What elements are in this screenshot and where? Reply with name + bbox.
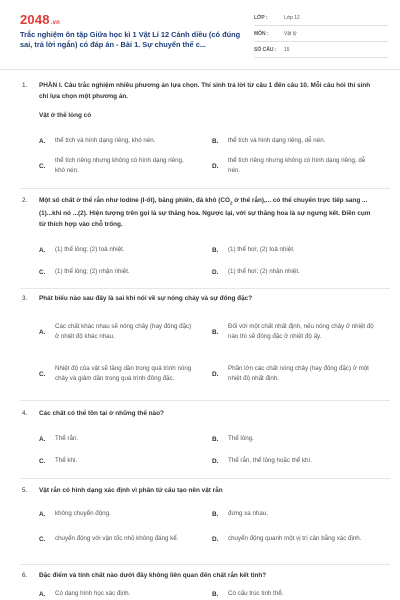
question-text-part: Một số chất ở thể rắn như Iodine (I-ốt), băng phiến, đá khô (CO bbox=[39, 197, 230, 204]
option-letter: A. bbox=[39, 510, 46, 518]
question-divider bbox=[20, 564, 390, 565]
question-number: 2. bbox=[22, 197, 28, 204]
page-header bbox=[0, 0, 400, 70]
option-text: không chuyển động. bbox=[55, 510, 111, 517]
option-letter: A. bbox=[39, 246, 46, 254]
answer-option-c[interactable] bbox=[39, 154, 199, 178]
option-text: đứng xa nhau. bbox=[228, 510, 268, 517]
logo-text: 2048 bbox=[20, 12, 50, 27]
answer-option-a[interactable] bbox=[39, 243, 199, 257]
option-text: chuyển động với vận tốc nhỏ không đáng kể. bbox=[55, 535, 179, 542]
question-divider bbox=[20, 478, 390, 479]
subscript: 2 bbox=[229, 200, 233, 206]
option-text: chuyển động quanh một vị trí cân bằng xác định. bbox=[228, 535, 362, 542]
option-text: Thể khí. bbox=[55, 457, 78, 464]
meta-row-count bbox=[254, 42, 388, 58]
question-divider bbox=[20, 288, 390, 289]
question-divider bbox=[20, 188, 390, 189]
option-letter: A. bbox=[39, 137, 46, 145]
option-letter: B. bbox=[212, 590, 219, 598]
answer-option-c[interactable] bbox=[39, 454, 199, 468]
answer-option-c[interactable] bbox=[39, 527, 199, 551]
option-text: Các chất khác nhau sẽ nóng chảy (hay đông đặc) ở nhiệt độ khác nhau. bbox=[55, 323, 192, 340]
answer-option-d[interactable] bbox=[212, 265, 372, 279]
option-letter: B. bbox=[212, 137, 219, 145]
answer-option-b[interactable] bbox=[212, 432, 372, 446]
meta-row-subject bbox=[254, 26, 388, 42]
document-title: Trắc nghiệm ôn tập Giữa học kì 1 Vật Lí 12 Cánh diều (có đúng sai, trả lời ngắn) có đáp án - Bài 1. Sự chuyển thể c... bbox=[20, 30, 241, 49]
meta-value: Lớp 12 bbox=[284, 14, 300, 21]
option-letter: A. bbox=[39, 328, 46, 336]
option-text: (1) thể lỏng; (2) toả nhiệt. bbox=[55, 246, 125, 253]
option-letter: D. bbox=[212, 162, 219, 170]
option-letter: C. bbox=[39, 457, 46, 465]
meta-value: Vật lý bbox=[284, 30, 297, 37]
answer-option-b[interactable] bbox=[212, 132, 372, 150]
answer-option-a[interactable] bbox=[39, 507, 199, 521]
answer-option-b[interactable] bbox=[212, 243, 372, 257]
option-letter: B. bbox=[212, 246, 219, 254]
option-text: Nhiệt độ của vật sẽ tăng dần trong quá trình nóng chảy và giảm dần trong quá trình đông đặc. bbox=[55, 365, 192, 382]
option-text: thể tích riêng nhưng không có hình dạng riêng, khó nén. bbox=[55, 157, 184, 174]
option-text: Có cấu trúc tinh thể. bbox=[228, 590, 284, 597]
answer-option-d[interactable] bbox=[212, 357, 382, 391]
option-letter: C. bbox=[39, 535, 46, 543]
answer-option-a[interactable] bbox=[39, 432, 199, 446]
option-text: Thể rắn. bbox=[55, 435, 79, 442]
question-prompt: Vật ở thể lỏng có bbox=[39, 112, 92, 119]
option-text: Đối với một chất nhất định, nếu nóng chảy ở nhiệt độ nào thì sẽ đông đặc ở nhiệt độ ấy. bbox=[228, 323, 374, 340]
answer-option-a[interactable] bbox=[39, 588, 199, 600]
document-meta bbox=[254, 10, 388, 58]
question-text: Vật rắn có hình dạng xác định vì phân tử cấu tạo nên vật rắn bbox=[39, 487, 223, 494]
option-letter: D. bbox=[212, 457, 219, 465]
answer-option-b[interactable] bbox=[212, 588, 372, 600]
answer-option-d[interactable] bbox=[212, 527, 382, 551]
question-text: Đặc điểm và tính chất nào dưới đây không liên quan đến chất rắn kết tinh? bbox=[39, 572, 267, 579]
option-text: thể tích và hình dạng riêng, khó nén. bbox=[55, 137, 156, 144]
question-number: 4. bbox=[22, 410, 28, 417]
question-divider bbox=[20, 400, 390, 401]
option-text: Thể lỏng. bbox=[228, 435, 254, 442]
option-letter: D. bbox=[212, 535, 219, 543]
option-text: (1) thể hơi; (2) toả nhiệt. bbox=[228, 246, 295, 253]
option-text: thể tích riêng nhưng không có hình dạng riêng, dễ nén. bbox=[228, 157, 366, 174]
site-logo[interactable] bbox=[20, 12, 60, 27]
question-number: 5. bbox=[22, 487, 28, 494]
option-text: Phần lớn các chất nóng chảy (hay đông đặc) ở một nhiệt độ nhất định. bbox=[228, 365, 369, 382]
option-letter: C. bbox=[39, 370, 46, 378]
answer-option-a[interactable] bbox=[39, 315, 199, 349]
question-text: Phát biểu nào sau đây là sai khi nói về sự nóng chảy và sự đông đặc? bbox=[39, 295, 253, 302]
option-letter: A. bbox=[39, 435, 46, 443]
option-letter: A. bbox=[39, 590, 46, 598]
option-letter: D. bbox=[212, 370, 219, 378]
meta-label: MÔN : bbox=[254, 30, 269, 37]
option-text: Có dạng hình học xác định. bbox=[55, 590, 131, 597]
question-text: PHẦN I. Câu trắc nghiệm nhiều phương án lựa chọn. Thí sinh trả lời từ câu 1 đến câu 10. Mỗi câu hỏi thí sinh chỉ lựa chọn một phương án. bbox=[39, 82, 371, 100]
option-letter: B. bbox=[212, 328, 219, 336]
option-text: Thể rắn, thể lỏng hoặc thể khí. bbox=[228, 457, 312, 464]
question-number: 1. bbox=[22, 82, 28, 89]
option-letter: D. bbox=[212, 268, 219, 276]
meta-label: SỐ CÂU : bbox=[254, 46, 277, 53]
answer-option-c[interactable] bbox=[39, 357, 199, 391]
option-text: (1) thể hơi; (2) nhận nhiệt. bbox=[228, 268, 300, 275]
answer-option-b[interactable] bbox=[212, 507, 372, 521]
option-letter: C. bbox=[39, 162, 46, 170]
option-letter: B. bbox=[212, 435, 219, 443]
answer-option-a[interactable] bbox=[39, 132, 199, 150]
answer-option-d[interactable] bbox=[212, 454, 382, 468]
question-text bbox=[39, 195, 371, 230]
meta-row-class bbox=[254, 10, 388, 26]
question-text-part: ở thể rắn),... có thể chuyển trực tiếp sang ...(1)...khi nó ...(2). Hiện tượng trên gọi là sự thăng hoa. Ngược lại, với sự thăng hoa là sự ngưng kết. Điền cụm từ thích hợp vào chỗ trống. bbox=[39, 197, 371, 229]
question-number: 3. bbox=[22, 295, 28, 302]
option-text: thể tích và hình dạng riêng, dễ nén. bbox=[228, 137, 326, 144]
option-text: (1) thể lỏng; (2) nhận nhiệt. bbox=[55, 268, 130, 275]
option-letter: C. bbox=[39, 268, 46, 276]
answer-option-d[interactable] bbox=[212, 154, 372, 178]
option-letter: B. bbox=[212, 510, 219, 518]
answer-option-b[interactable] bbox=[212, 315, 382, 349]
meta-value: 15 bbox=[284, 46, 290, 53]
meta-label: LỚP : bbox=[254, 14, 268, 21]
question-text: Các chất có thể tồn tại ở những thể nào? bbox=[39, 410, 164, 417]
question-number: 6. bbox=[22, 572, 28, 579]
answer-option-c[interactable] bbox=[39, 265, 199, 279]
logo-suffix: .vn bbox=[50, 20, 61, 26]
